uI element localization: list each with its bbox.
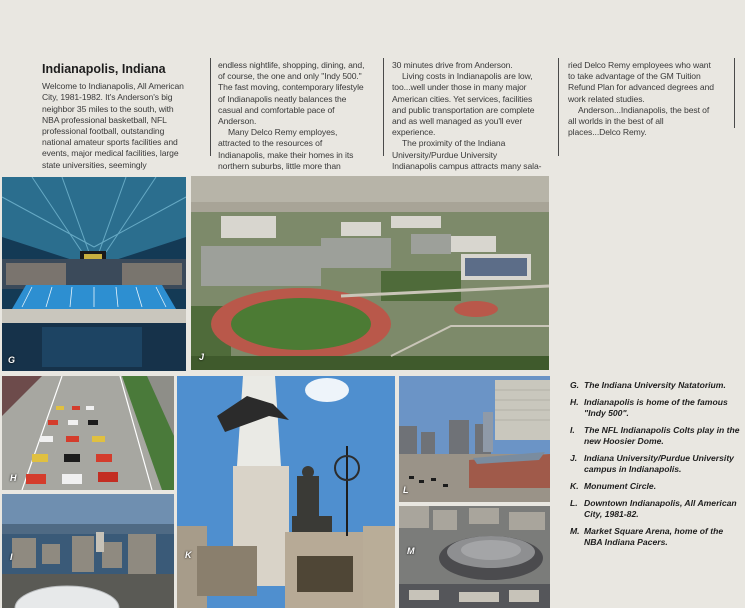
photo-natatorium <box>2 177 186 371</box>
paragraph-nightlife: endless nightlife, shopping, dining, and, of course, the one and only "Indy 500." The fast moving, contemporary lifestyle of Indianapolis neatly balances the casual and comfortable pace of Anderson. <box>218 60 365 127</box>
text-column-3 <box>392 60 542 172</box>
paragraph-drive: 30 minutes drive from Anderson. <box>392 60 513 70</box>
text-column-2 <box>218 60 366 172</box>
caption-text: Indiana University/Purdue University campus in Indianapolis. <box>584 453 734 474</box>
caption-text: Market Square Arena, home of the NBA Indiana Pacers. <box>584 526 724 547</box>
photo-label-k: K <box>185 550 192 560</box>
caption-letter: I. <box>570 425 575 435</box>
photo-label-m: M <box>407 546 415 556</box>
caption-letter: M. <box>570 526 580 536</box>
caption-text: The NFL Indianapolis Colts play in the new Hoosier Dome. <box>584 425 740 446</box>
paragraph-campus: The proximity of the Indiana University/Purdue University Indianapolis campus attracts many sala- <box>392 138 542 171</box>
photo-market-square-arena <box>399 506 550 608</box>
caption-letter: H. <box>570 397 579 407</box>
caption-letter: K. <box>570 481 579 491</box>
market-square-arena-illustration <box>399 506 550 608</box>
natatorium-illustration <box>2 177 186 371</box>
caption-h <box>570 397 740 419</box>
hoosier-dome-illustration <box>2 494 174 608</box>
photo-captions <box>570 380 740 554</box>
caption-text: Downtown Indianapolis, All American City, 1981-82. <box>584 498 737 519</box>
photo-downtown <box>399 376 550 502</box>
photo-label-j: J <box>199 352 205 362</box>
photo-monument-circle <box>177 376 395 608</box>
photo-label-g: G <box>8 355 16 365</box>
caption-l <box>570 498 740 520</box>
photo-label-i: I <box>10 552 13 562</box>
caption-letter: L. <box>570 498 578 508</box>
paragraph-tuition: ried Delco Remy employees who want to take advantage of the GM Tuition Refund Plan for advanced degrees and work related studies. <box>568 60 714 104</box>
caption-i <box>570 425 740 447</box>
photo-label-h: H <box>10 473 17 483</box>
caption-j <box>570 453 740 475</box>
caption-text: The Indiana University Natatorium. <box>584 380 726 390</box>
indy-500-illustration <box>2 376 174 490</box>
caption-m <box>570 526 740 548</box>
paragraph-living-costs: Living costs in Indianapolis are low, too...well under those in many major American cities. Yet services, facilities and public transportation are complete and as well managed as you'll ever experience. <box>392 71 535 138</box>
paragraph-closing: Anderson...Indianapolis, the best of all worlds in the best of all places...Delco Remy. <box>568 104 710 138</box>
photo-hoosier-dome <box>2 494 174 608</box>
text-column-4 <box>568 60 718 138</box>
caption-text: Monument Circle. <box>584 481 657 491</box>
photo-label-l: L <box>403 485 409 495</box>
paragraph-welcome: Welcome to Indianapolis, All American City, 1981-1982. It's Anderson's big neighbor 35 miles to the south, with NBA professional basketball, NFL professional football, outstanding national amateur sports facilities and events, major medical facilities, large state universities, seemingly <box>42 81 184 170</box>
column-divider-3 <box>558 58 559 156</box>
column-divider-4 <box>734 58 735 128</box>
caption-g <box>570 380 740 391</box>
caption-k <box>570 481 740 492</box>
campus-aerial-illustration <box>191 176 549 370</box>
photo-indy-500 <box>2 376 174 490</box>
column-divider-1 <box>210 58 211 156</box>
monument-circle-illustration <box>177 376 395 608</box>
article-title: Indianapolis, Indiana <box>42 62 166 76</box>
caption-letter: J. <box>570 453 578 463</box>
text-column-1 <box>42 64 192 171</box>
downtown-illustration <box>399 376 550 502</box>
photo-campus-aerial <box>191 176 549 370</box>
paragraph-employes: Many Delco Remy employes, attracted to the resources of Indianapolis, make their homes in its northern suburbs, little more than <box>218 127 354 171</box>
column-divider-2 <box>383 58 384 156</box>
caption-letter: G. <box>570 380 580 390</box>
caption-text: Indianapolis is home of the famous "Indy 500". <box>584 397 728 418</box>
